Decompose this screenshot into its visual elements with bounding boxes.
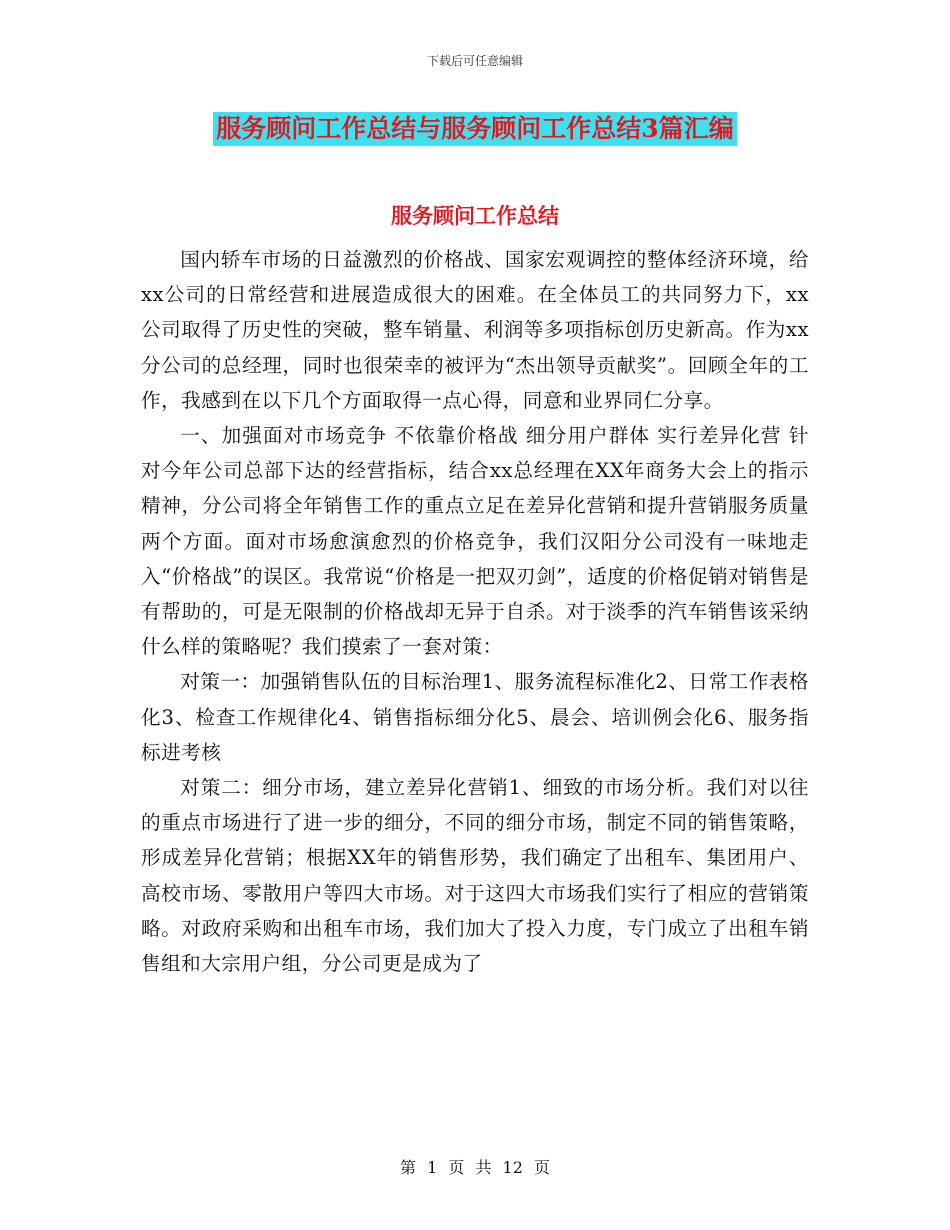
paragraph: 国内轿车市场的日益激烈的价格战、国家宏观调控的整体经济环境，给xx公司的日常经营和进展造成很大的困难。在全体员工的共同努力下，xx公司取得了历史性的突破，整车销量、利润等多项指标创历史新高。作为xx分公司的总经理，同时也很荣幸的被评为“杰出领导贡献奖”。回顾全年的工作，我感到在以下几个方面取得一点心得，同意和业界同仁分享。 xyxy=(141,248,809,412)
document-title-text: 服务顾问工作总结与服务顾问工作总结3篇汇编 xyxy=(213,112,736,146)
document-title xyxy=(0,112,950,146)
page-number: 第 1 页 共 12 页 xyxy=(400,1158,550,1177)
paragraph: 对策二：细分市场，建立差异化营销1、细致的市场分析。我们对以往的重点市场进行了进一步的细分，不同的细分市场，制定不同的销售策略，形成差异化营销；根据XX年的销售形势，我们确定了出租车、集团用户、高校市场、零散用户等四大市场。对于这四大市场我们实行了相应的营销策略。对政府采购和出租车市场，我们加大了投入力度，专门成立了出租车销售组和大宗用户组，分公司更是成为了 xyxy=(141,776,809,976)
paragraph: 一、加强面对市场竞争 不依靠价格战 细分用户群体 实行差异化营 针对今年公司总部下达的经营指标，结合xx总经理在XX年商务大会上的指示精神，分公司将全年销售工作的重点立足在差异化营销和提升营销服务质量两个方面。面对市场愈演愈烈的价格竞争，我们汉阳分公司没有一味地走入“价格战”的误区。我常说“价格是一把双刃剑”，适度的价格促销对销售是有帮助的，可是无限制的价格战却无异于自杀。对于淡季的汽车销售该采纳什么样的策略呢？我们摸索了一套对策： xyxy=(141,424,809,659)
header-note: 下载后可任意编辑 xyxy=(426,54,523,68)
section-title: 服务顾问工作总结 xyxy=(391,203,559,228)
paragraph: 对策一：加强销售队伍的目标治理1、服务流程标准化2、日常工作表格化3、检查工作规律化4、销售指标细分化5、晨会、培训例会化6、服务指标进考核 xyxy=(141,670,809,764)
document-body xyxy=(141,242,809,981)
